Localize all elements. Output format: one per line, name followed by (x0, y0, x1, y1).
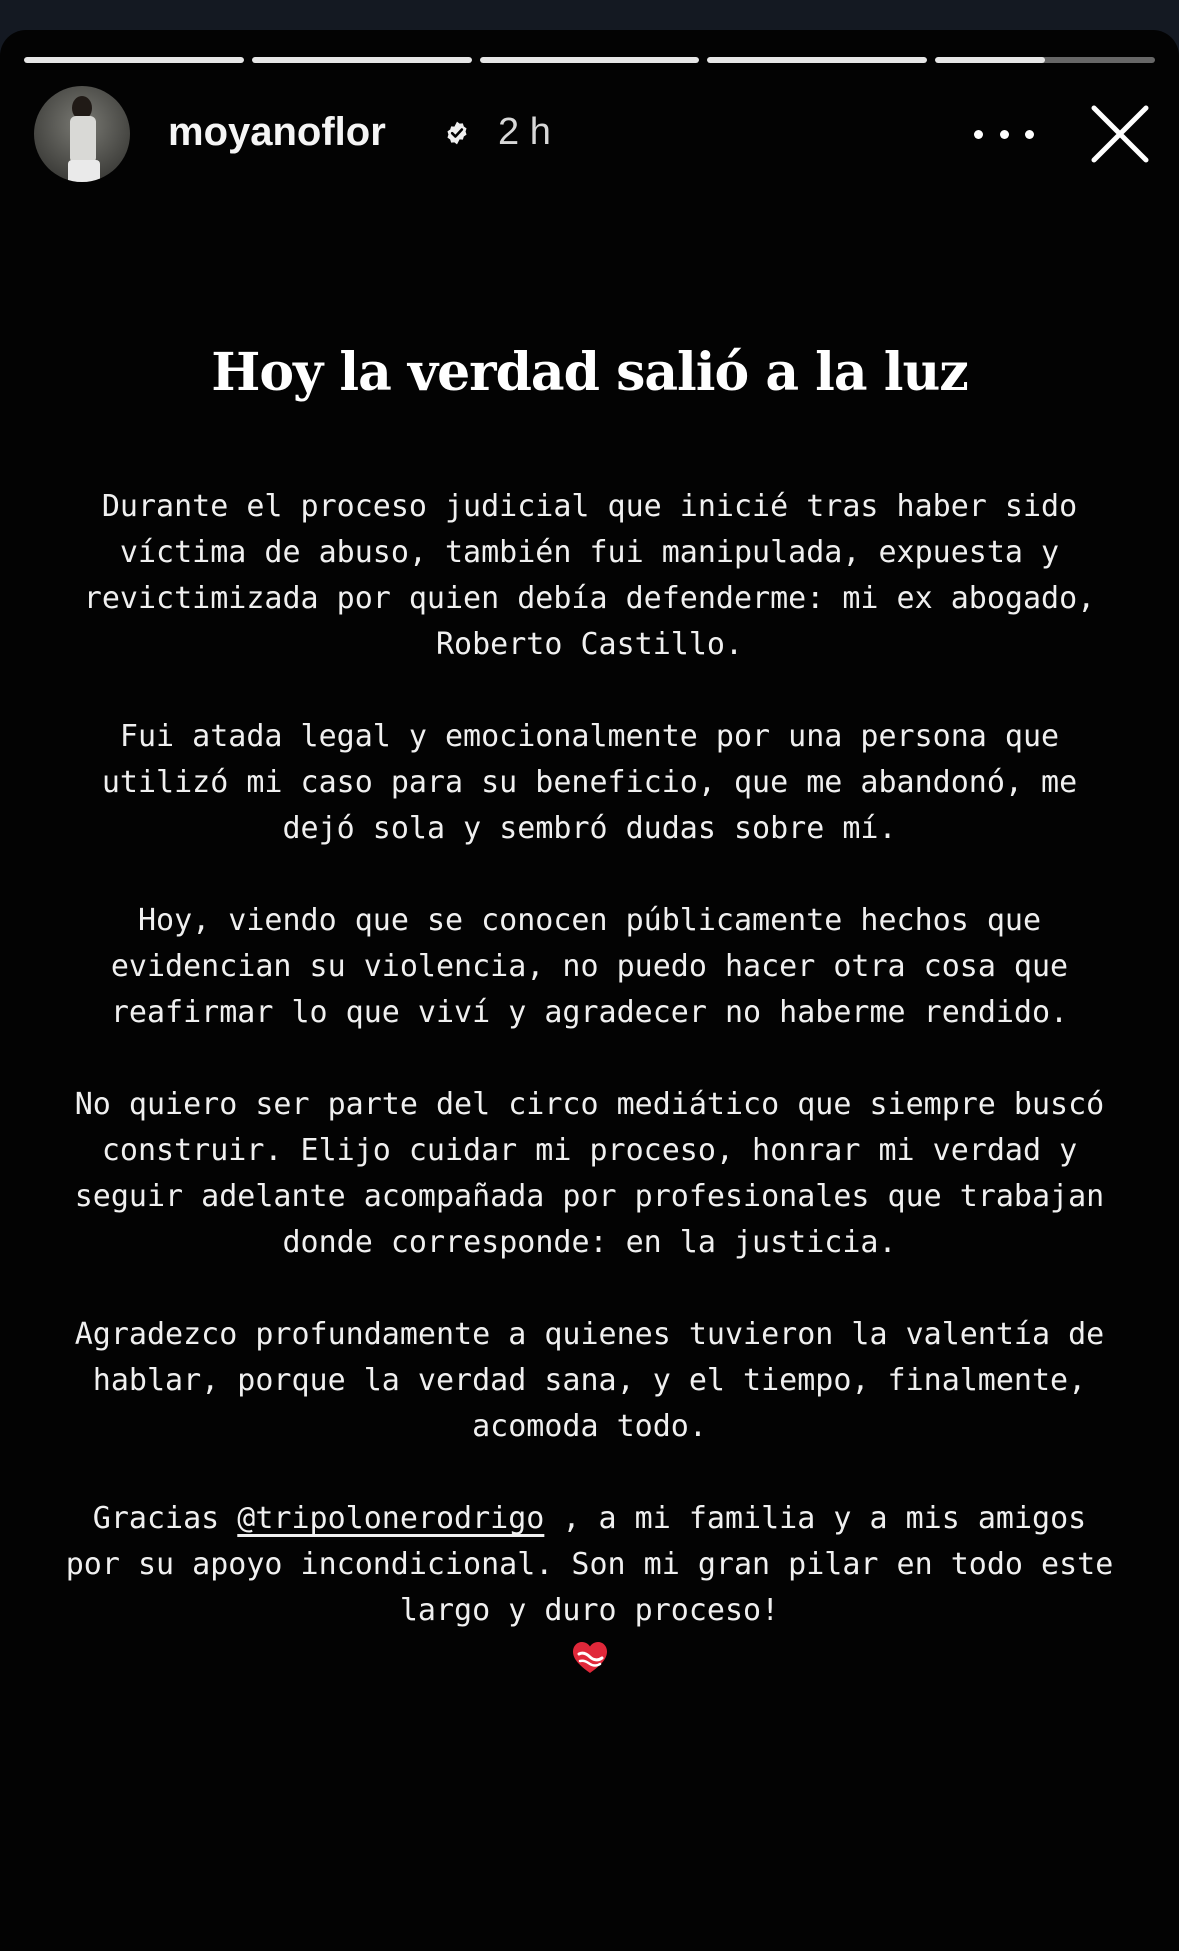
thanks-prefix: Gracias (92, 1501, 238, 1536)
progress-segment (24, 57, 244, 63)
paragraph: No quiero ser parte del circo mediático que siempre buscó construir. Elijo cuidar mi proceso, honrar mi verdad y seguir adelante acompañada por profesionales que trabajan donde corresponde: en la justicia. (74, 1087, 1105, 1260)
avatar[interactable] (34, 86, 130, 182)
thanks-paragraph (60, 1496, 1119, 1680)
paragraph: Agradezco profundamente a quienes tuvieron la valentía de hablar, porque la verdad sana, y el tiempo, finalmente, acomoda todo. (74, 1317, 1105, 1444)
mention-link[interactable]: @tripolonerodrigo (237, 1501, 545, 1536)
more-options-icon[interactable] (974, 114, 1034, 154)
paragraph: Hoy, viendo que se conocen públicamente hechos que evidencian su violencia, no puedo hacer otra cosa que reafirmar lo que viví y agradecer no haberme rendido. (110, 903, 1069, 1030)
heart-emoji-icon (570, 1638, 610, 1678)
paragraph: Durante el proceso judicial que inicié tras haber sido víctima de abuso, también fui manipulada, expuesta y revictimizada por quien debía defenderme: mi ex abogado, Roberto Castillo. (83, 489, 1096, 662)
close-icon[interactable] (1088, 102, 1152, 166)
progress-segment (252, 57, 472, 63)
paragraph: Fui atada legal y emocionalmente por una persona que utilizó mi caso para su beneficio, que me abandonó, me dejó sola y sembró dudas sobre mí. (101, 719, 1078, 846)
thanks-suffix: , a mi familia y a mis amigos por su apoyo incondicional. Son mi gran pilar en todo este largo y duro proceso! (65, 1501, 1114, 1628)
verified-badge-icon (444, 120, 470, 146)
progress-segment (935, 57, 1155, 63)
post-time: 2 h (498, 111, 551, 153)
post-title: Hoy la verdad salió a la luz (211, 342, 968, 403)
story-progress-bar (24, 57, 1155, 63)
username[interactable]: moyanoflor (168, 110, 386, 154)
post-body (60, 484, 1119, 1680)
story-header (34, 86, 1154, 182)
progress-segment (707, 57, 927, 63)
progress-segment (480, 57, 700, 63)
